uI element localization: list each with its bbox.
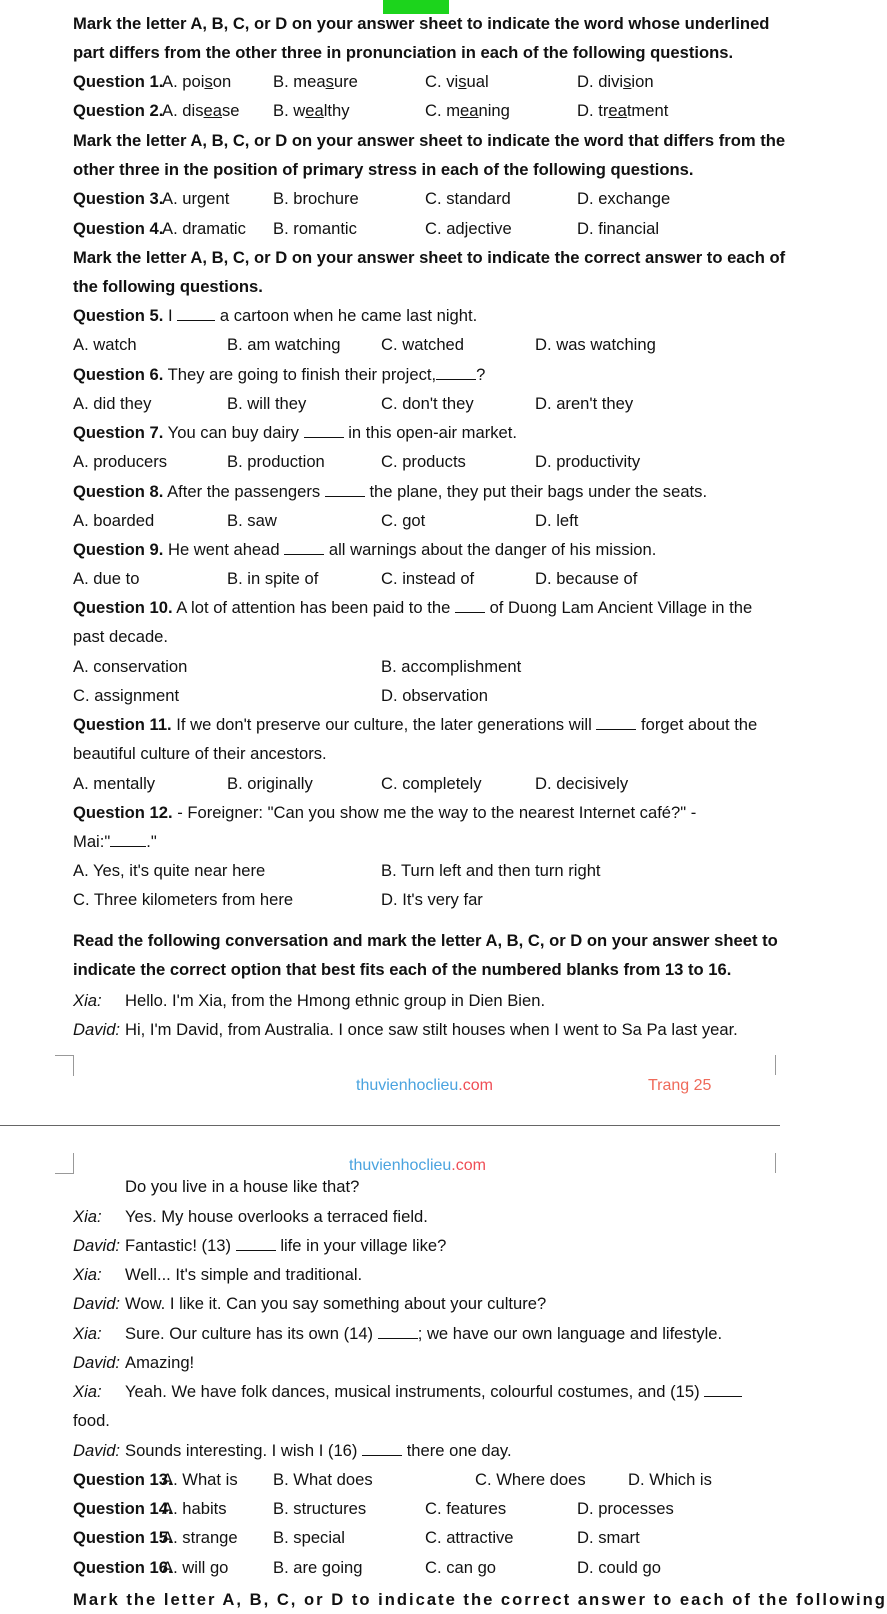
dialog-line-6: Xia: Well... It's simple and traditional. [73,1260,780,1289]
option-b: B. measure [273,72,358,91]
option-a: A. dramatic [162,219,246,238]
dialog-line-10: Xia: Yeah. We have folk dances, musical instruments, colourful costumes, and (15) [73,1377,780,1406]
speaker-david: David: [73,1236,121,1255]
speaker-david: David: [73,1353,121,1372]
option-d: D. smart [577,1528,640,1547]
question-9-stem: Question 9. He went ahead all warnings about the danger of his mission. [73,540,657,559]
crop-mark [775,1153,781,1173]
option-c: C. visual [425,72,489,91]
footer-brand: thuvienhoclieu.com [356,1077,493,1094]
question-12-options-row2 [73,885,780,914]
option-c: C. products [381,452,466,471]
option-a: A. watch [73,335,137,354]
option-d: D. left [535,511,579,530]
dialog-line-11: David: Sounds interesting. I wish I (16) there one day. [73,1436,780,1465]
speaker-david: David: [73,1020,121,1039]
option-c: C. attractive [425,1528,514,1547]
question-label: Question 15. [73,1528,173,1547]
question-11-stem: Question 11. If we don't preserve our culture, the later generations will forget about the [73,715,758,734]
option-a: A. What is [162,1470,238,1489]
option-b: B. special [273,1528,345,1547]
option-b: B. What does [273,1470,373,1489]
section4-instruction-line2: indicate the correct option that best fits each of the numbered blanks from 13 to 16. [73,960,732,979]
question-10-stem-cont: past decade. [73,627,169,646]
question-12-stem-cont: Mai:" ." [73,832,157,851]
speaker-xia: Xia: [73,1324,102,1343]
question-label: Question 16. [73,1558,173,1577]
question-label: Question 10. [73,598,173,617]
crop-mark [55,1055,74,1076]
option-c: C. meaning [425,101,510,120]
option-c: C. Where does [475,1470,586,1489]
question-label: Question 6. [73,365,164,384]
answer-blank [436,366,476,380]
option-d: D. was watching [535,335,656,354]
question-label: Question 13. [73,1470,173,1489]
page-26 [0,1128,887,1609]
dialog-line-9: David: Amazing! [73,1348,780,1377]
option-a: A. boarded [73,511,155,530]
option-c: C. standard [425,189,511,208]
question-label: Question 5. [73,306,164,325]
question-10-stem: Question 10. A lot of attention has been paid to the of Duong Lam Ancient Village in the [73,598,753,617]
option-c: C. don't they [381,394,474,413]
speaker-xia: Xia: [73,991,102,1010]
dialog-line-5: David: Fantastic! (13) life in your village like? [73,1231,780,1260]
question-2 [73,96,780,125]
question-16 [73,1553,780,1582]
header-brand: thuvienhoclieu.com [349,1157,486,1174]
option-d: D. because of [535,569,638,588]
question-11-options [73,769,780,798]
page-separator [0,1125,780,1126]
option-d: D. Which is [628,1470,712,1489]
question-label: Question 8. [73,482,164,501]
option-c: C. assignment [73,686,180,705]
option-b: B. originally [227,774,313,793]
question-label: Question 12. [73,803,173,822]
question-10-options-row1 [73,652,780,681]
answer-blank [110,833,146,847]
option-d: D. aren't they [535,394,634,413]
question-7-options [73,447,780,476]
option-d: D. could go [577,1558,661,1577]
answer-blank-14 [378,1325,418,1339]
section1-instruction-line1: Mark the letter A, B, C, or D on your answer sheet to indicate the word whose underlined [73,14,770,33]
option-a: A. Yes, it's quite near here [73,861,266,880]
option-c: C. Three kilometers from here [73,890,294,909]
question-12-options-row1 [73,856,780,885]
answer-blank [284,541,324,555]
question-12-stem: Question 12. - Foreigner: "Can you show me the way to the nearest Internet café?" - [73,803,697,822]
option-b: B. structures [273,1499,367,1518]
option-b: B. brochure [273,189,359,208]
section4-instruction-line1: Read the following conversation and mark the letter A, B, C, or D on your answer sheet to [73,931,778,950]
option-b: B. romantic [273,219,357,238]
dialog-line-7: David: Wow. I like it. Can you say something about your culture? [73,1289,780,1318]
answer-blank-15 [704,1383,742,1397]
option-c: C. can go [425,1558,497,1577]
option-d: D. treatment [577,101,669,120]
dialog-line-2: David: Hi, I'm David, from Australia. I once saw stilt houses when I went to Sa Pa last year. [73,1015,780,1044]
answer-blank-13 [236,1237,276,1251]
question-4 [73,214,780,243]
option-c: C. adjective [425,219,512,238]
cutoff-instruction: Mark the letter A, B, C, or D to indicate the correct answer to each of the following [73,1590,887,1609]
question-10-options-row2 [73,681,780,710]
question-6-options [73,389,780,418]
option-d: D. It's very far [381,890,483,909]
answer-blank [596,716,636,730]
option-a: A. strange [162,1528,238,1547]
option-a: A. disease [162,101,240,120]
option-c: C. completely [381,774,482,793]
question-label: Question 11. [73,715,172,734]
option-b: B. in spite of [227,569,319,588]
answer-blank-16 [362,1442,402,1456]
question-3 [73,184,780,213]
dialog-line-3: Do you live in a house like that? [125,1177,360,1196]
dialog-line-8: Xia: Sure. Our culture has its own (14) ; we have our own language and lifestyle. [73,1319,780,1348]
option-a: A. mentally [73,774,156,793]
option-b: B. accomplishment [381,657,522,676]
option-b: B. wealthy [273,101,350,120]
answer-blank [455,599,485,613]
option-a: A. will go [162,1558,229,1577]
speaker-xia: Xia: [73,1265,102,1284]
question-label: Question 2. [73,101,164,120]
option-b: B. Turn left and then turn right [381,861,601,880]
question-label: Question 4. [73,219,164,238]
option-c: C. got [381,511,426,530]
question-label: Question 1. [73,72,164,91]
page-number: Trang 25 [648,1077,712,1094]
option-d: D. division [577,72,654,91]
speaker-david: David: [73,1441,121,1460]
section3-instruction-line1: Mark the letter A, B, C, or D on your answer sheet to indicate the correct answer to each of [73,248,786,267]
option-a: A. poison [162,72,232,91]
speaker-david: David: [73,1294,121,1313]
crop-mark [775,1055,781,1075]
question-9-options [73,564,780,593]
dialog-line-4: Xia: Yes. My house overlooks a terraced field. [73,1202,780,1231]
question-14 [73,1494,780,1523]
option-b: B. am watching [227,335,341,354]
option-a: A. producers [73,452,168,471]
option-a: A. habits [162,1499,227,1518]
question-5-stem: Question 5. I a cartoon when he came last night. [73,306,478,325]
option-d: D. exchange [577,189,671,208]
question-8-options [73,506,780,535]
question-7-stem: Question 7. You can buy dairy in this open-air market. [73,423,518,442]
option-a: A. urgent [162,189,230,208]
question-15 [73,1523,780,1552]
question-6-stem: Question 6. They are going to finish their project, ? [73,365,486,384]
option-d: D. decisively [535,774,629,793]
dialog-line-10-cont: food. [73,1411,110,1430]
option-c: C. watched [381,335,465,354]
answer-blank [304,424,344,438]
question-5-options [73,330,780,359]
speaker-xia: Xia: [73,1207,102,1226]
option-d: D. observation [381,686,488,705]
option-d: D. financial [577,219,660,238]
option-d: D. productivity [535,452,641,471]
option-b: B. will they [227,394,307,413]
section1-instruction-line2: part differs from the other three in pronunciation in each of the following questions. [73,43,734,62]
option-a: A. did they [73,394,152,413]
section2-instruction-line2: other three in the position of primary stress in each of the following questions. [73,160,694,179]
option-d: D. processes [577,1499,674,1518]
question-1 [73,67,780,96]
option-b: B. are going [273,1558,363,1577]
question-13 [73,1465,780,1494]
section2-instruction-line1: Mark the letter A, B, C, or D on your answer sheet to indicate the word that differs from the [73,131,786,150]
option-b: B. saw [227,511,277,530]
speaker-xia: Xia: [73,1382,102,1401]
question-label: Question 7. [73,423,164,442]
answer-blank [325,483,365,497]
crop-mark [55,1153,74,1174]
question-label: Question 14. [73,1499,173,1518]
option-a: A. due to [73,569,140,588]
option-c: C. instead of [381,569,475,588]
option-c: C. features [425,1499,507,1518]
answer-blank [177,307,215,321]
dialog-line-1: Xia: Hello. I'm Xia, from the Hmong ethnic group in Dien Bien. [73,986,780,1015]
question-8-stem: Question 8. After the passengers the plane, they put their bags under the seats. [73,482,708,501]
question-11-stem-cont: beautiful culture of their ancestors. [73,744,327,763]
question-label: Question 9. [73,540,164,559]
option-a: A. conservation [73,657,188,676]
section3-instruction-line2: the following questions. [73,277,263,296]
option-b: B. production [227,452,325,471]
question-label: Question 3. [73,189,164,208]
